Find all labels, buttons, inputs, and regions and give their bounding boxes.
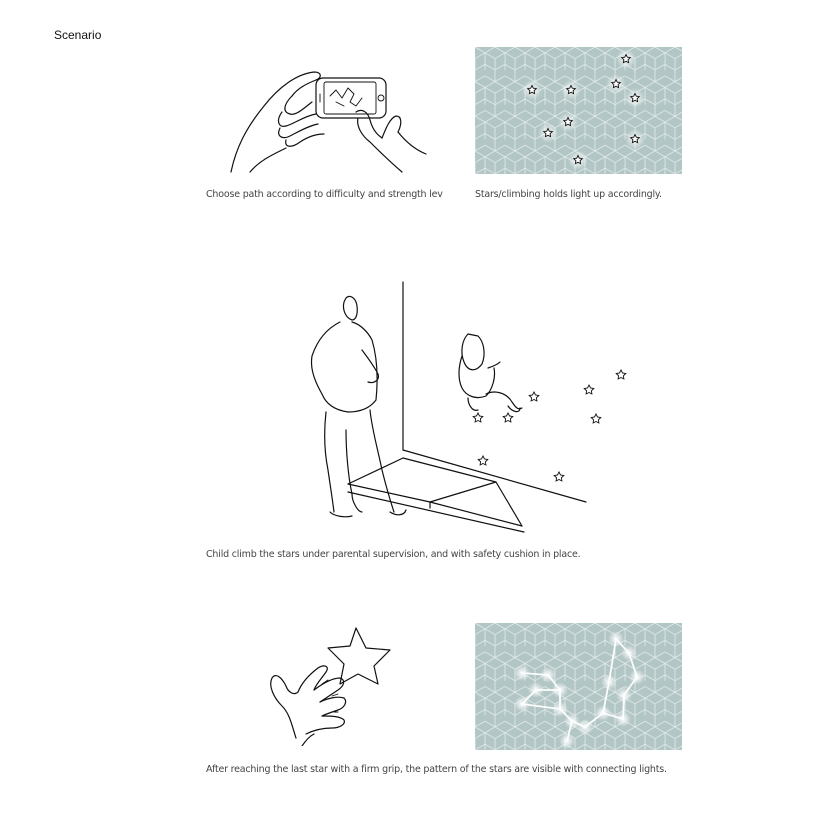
star-hold bbox=[591, 414, 601, 423]
constellation-node bbox=[552, 682, 568, 698]
star-hold bbox=[503, 413, 513, 422]
caption-last-star: After reaching the last star with a firm grip, the pattern of the stars are visible with connecting lights. bbox=[206, 764, 667, 775]
constellation-node bbox=[601, 674, 617, 690]
constellation-node bbox=[514, 665, 530, 681]
lit-stars-wall-illustration bbox=[475, 47, 682, 174]
caption-child-climb: Child climb the stars under parental supervision, and with safety cushion in place. bbox=[206, 549, 581, 560]
star-hold bbox=[554, 472, 564, 481]
page-title: Scenario bbox=[54, 28, 102, 42]
constellation-node bbox=[559, 733, 575, 749]
constellation-node bbox=[552, 701, 568, 717]
constellation-node bbox=[540, 667, 556, 683]
constellation-wall-illustration bbox=[475, 623, 682, 750]
constellation-node bbox=[621, 645, 637, 661]
constellation-node bbox=[577, 719, 593, 735]
star-hold bbox=[473, 413, 483, 422]
star-hold bbox=[478, 456, 488, 465]
hands-phone-illustration bbox=[226, 68, 436, 178]
constellation-node bbox=[595, 705, 611, 721]
star-hold bbox=[584, 385, 594, 394]
constellation-node bbox=[514, 696, 530, 712]
caption-stars-light-up: Stars/climbing holds light up accordingly. bbox=[475, 189, 662, 200]
constellation-node bbox=[608, 631, 624, 647]
hand-star-illustration bbox=[262, 622, 402, 746]
star-hold bbox=[616, 370, 626, 379]
constellation-node bbox=[629, 669, 645, 685]
caption-choose-path: Choose path according to difficulty and strength lev bbox=[206, 189, 443, 200]
constellation-node bbox=[528, 682, 544, 698]
constellation-node bbox=[616, 687, 632, 703]
star-hold bbox=[529, 392, 539, 401]
climbing-scene-illustration bbox=[300, 280, 640, 540]
constellation-node bbox=[615, 711, 631, 727]
